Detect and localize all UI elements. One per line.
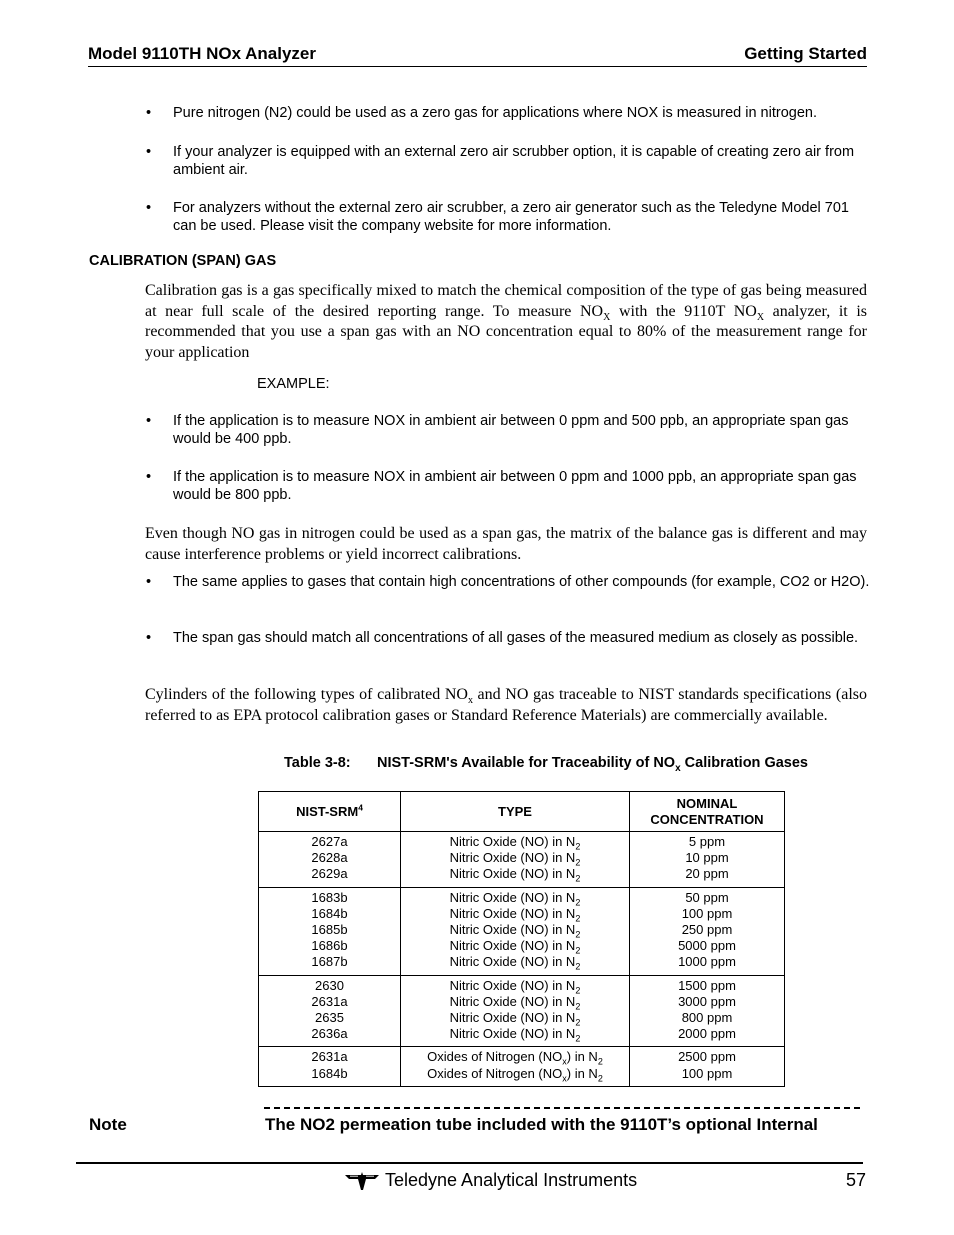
header-right-title: Getting Started (744, 44, 867, 63)
teledyne-logo-icon (345, 1172, 379, 1190)
table-header-row (259, 792, 785, 832)
cell-type: Oxides of Nitrogen $(NO_x)$ in $N_2$ Oxides of Nitrogen $(NO_x)$ in $N_2$ (401, 1047, 630, 1086)
cell-concentration: 1500 ppm 3000 ppm 800 ppm 2000 ppm (630, 975, 785, 1047)
bullet-item: • The same applies to gases that contain high concentrations of other compounds (for example, CO2 or H2O). (173, 573, 873, 591)
table-row (259, 887, 785, 975)
cell-srm: 2631a 1684b (259, 1047, 401, 1086)
calibration-paragraph: Calibration gas is a gas specifically mixed to match the chemical composition of the type of gas being measured at near full scale of the desired reporting range. To measure $NO_X$ with the 9110T $NO_X$ analyzer, it is recommended that you use a span gas with an NO concentration equal to 80% of the measurement range for your application (145, 282, 867, 361)
cell-concentration: 2500 ppm 100 ppm (630, 1047, 785, 1086)
column-header-type: TYPE (401, 792, 630, 832)
header-divider (88, 66, 867, 67)
cell-concentration: 50 ppm 100 ppm 250 ppm 5000 ppm 1000 ppm (630, 887, 785, 975)
note-text: The NO2 permeation tube included with the 9110T’s optional Internal (265, 1115, 818, 1134)
footer-divider (76, 1162, 863, 1164)
footer-company: Teledyne Analytical Instruments (385, 1170, 638, 1190)
bullet-item: • If the application is to measure NOX in ambient air between 0 ppm and 1000 ppb, an appropriate span gas would be 800 ppb. (173, 468, 873, 504)
page-header (88, 44, 867, 64)
cell-srm: 1683b 1684b 1685b 1686b 1687b (259, 887, 401, 975)
column-header-concentration: NOMINAL CONCENTRATION (630, 792, 785, 832)
bullet-item: • If your analyzer is equipped with an external zero air scrubber option, it is capable of creating zero air from ambient air. (173, 143, 873, 179)
note-dashed-divider (264, 1107, 860, 1109)
note-label: Note (89, 1115, 127, 1134)
cell-type: Nitric Oxide (NO) in $N_2$ Nitric Oxide (NO) in $N_2$ Nitric Oxide (NO) in $N_2$ Nitric Oxide (NO) in $N_2$ Nitric Oxide (NO) in $N_2$ (401, 887, 630, 975)
page-footer (345, 1170, 637, 1191)
table-caption (284, 755, 808, 774)
bullet-item: • If the application is to measure NOX in ambient air between 0 ppm and 500 ppb, an appropriate span gas would be 400 ppb. (173, 412, 873, 448)
bullet-item: • The span gas should match all concentrations of all gases of the measured medium as closely as possible. (173, 629, 873, 647)
matrix-paragraph: Even though NO gas in nitrogen could be used as a span gas, the matrix of the balance gas is different and may cause interference problems or yield incorrect calibrations. (145, 525, 867, 563)
page-number: 57 (845, 1170, 866, 1190)
nist-srm-table (258, 791, 785, 1087)
cell-srm: 2627a 2628a 2629a (259, 832, 401, 888)
cylinders-paragraph: Cylinders of the following types of calibrated $NO_x$ and NO gas traceable to NIST standards specifications (also referred to as EPA protocol calibration gases or Standard Reference Materials) are commercially available. (145, 686, 867, 724)
header-left-title: Model 9110TH NOx Analyzer (88, 44, 317, 63)
table-row (259, 1047, 785, 1086)
cell-srm: 2630 2631a 2635 2636a (259, 975, 401, 1047)
cell-concentration: 5 ppm 10 ppm 20 ppm (630, 832, 785, 888)
example-label: EXAMPLE: (257, 376, 330, 392)
column-header-srm: NIST-SRM$^4$ (259, 792, 401, 832)
table-caption-title: NIST-SRM's Available for Traceability of $NO_x$ Calibration Gases (377, 755, 808, 774)
bullet-item: • Pure nitrogen (N2) could be used as a zero gas for applications where NOX is measured in nitrogen. (173, 104, 873, 122)
cell-type: Nitric Oxide (NO) in $N_2$ Nitric Oxide (NO) in $N_2$ Nitric Oxide (NO) in $N_2$ Nitric Oxide (NO) in $N_2$ (401, 975, 630, 1047)
table-row (259, 975, 785, 1047)
table-caption-label: Table 3-8: (284, 755, 351, 771)
table-row (259, 832, 785, 888)
section-heading: CALIBRATION (SPAN) GAS (89, 253, 277, 269)
bullet-item: • For analyzers without the external zero air scrubber, a zero air generator such as the Teledyne Model 701 can be used. Please visit the company website for more information. (173, 199, 873, 235)
cell-type: Nitric Oxide (NO) in $N_2$ Nitric Oxide (NO) in $N_2$ Nitric Oxide (NO) in $N_2$ (401, 832, 630, 888)
